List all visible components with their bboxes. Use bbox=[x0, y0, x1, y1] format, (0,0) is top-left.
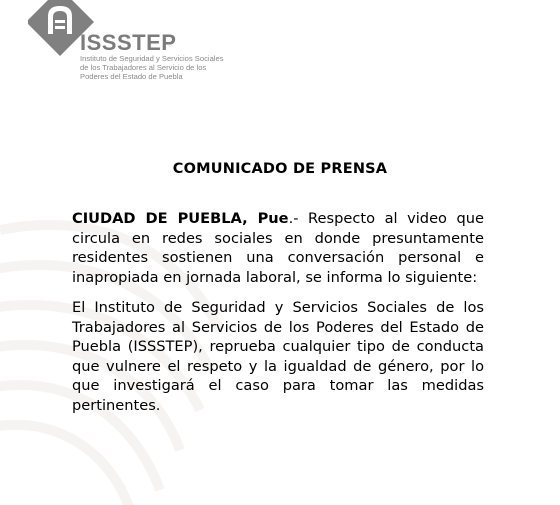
issstep-logo bbox=[28, 0, 258, 100]
paragraph-1-text: .- Respecto al video que circula en redes sociales en donde presuntamente residentes sostienen una conversación personal e inapropiada en jornada laboral, se informa lo siguiente: bbox=[72, 210, 485, 286]
paragraph-2: El Instituto de Seguridad y Servicios Sociales de los Trabajadores al Servicios de los Poderes del Estado de Puebla (ISSSTEP), reprueba cualquier tipo de conducta que vulnere el respeto y la igualdad de género, por lo que investigará el caso para tomar las medidas pertinentes. bbox=[72, 299, 484, 414]
logo-name: ISSSTEP bbox=[80, 30, 177, 55]
logo-subtitle: Instituto de Seguridad y Servicios Sociales de los Trabajadores al Servicio de los Poderes del Estado de Puebla bbox=[80, 54, 224, 81]
dateline-city: CIUDAD DE PUEBLA, Pue bbox=[72, 210, 289, 227]
document-heading: COMUNICADO DE PRENSA bbox=[172, 161, 388, 177]
document-body bbox=[72, 209, 484, 426]
paragraph-1 bbox=[72, 209, 484, 287]
